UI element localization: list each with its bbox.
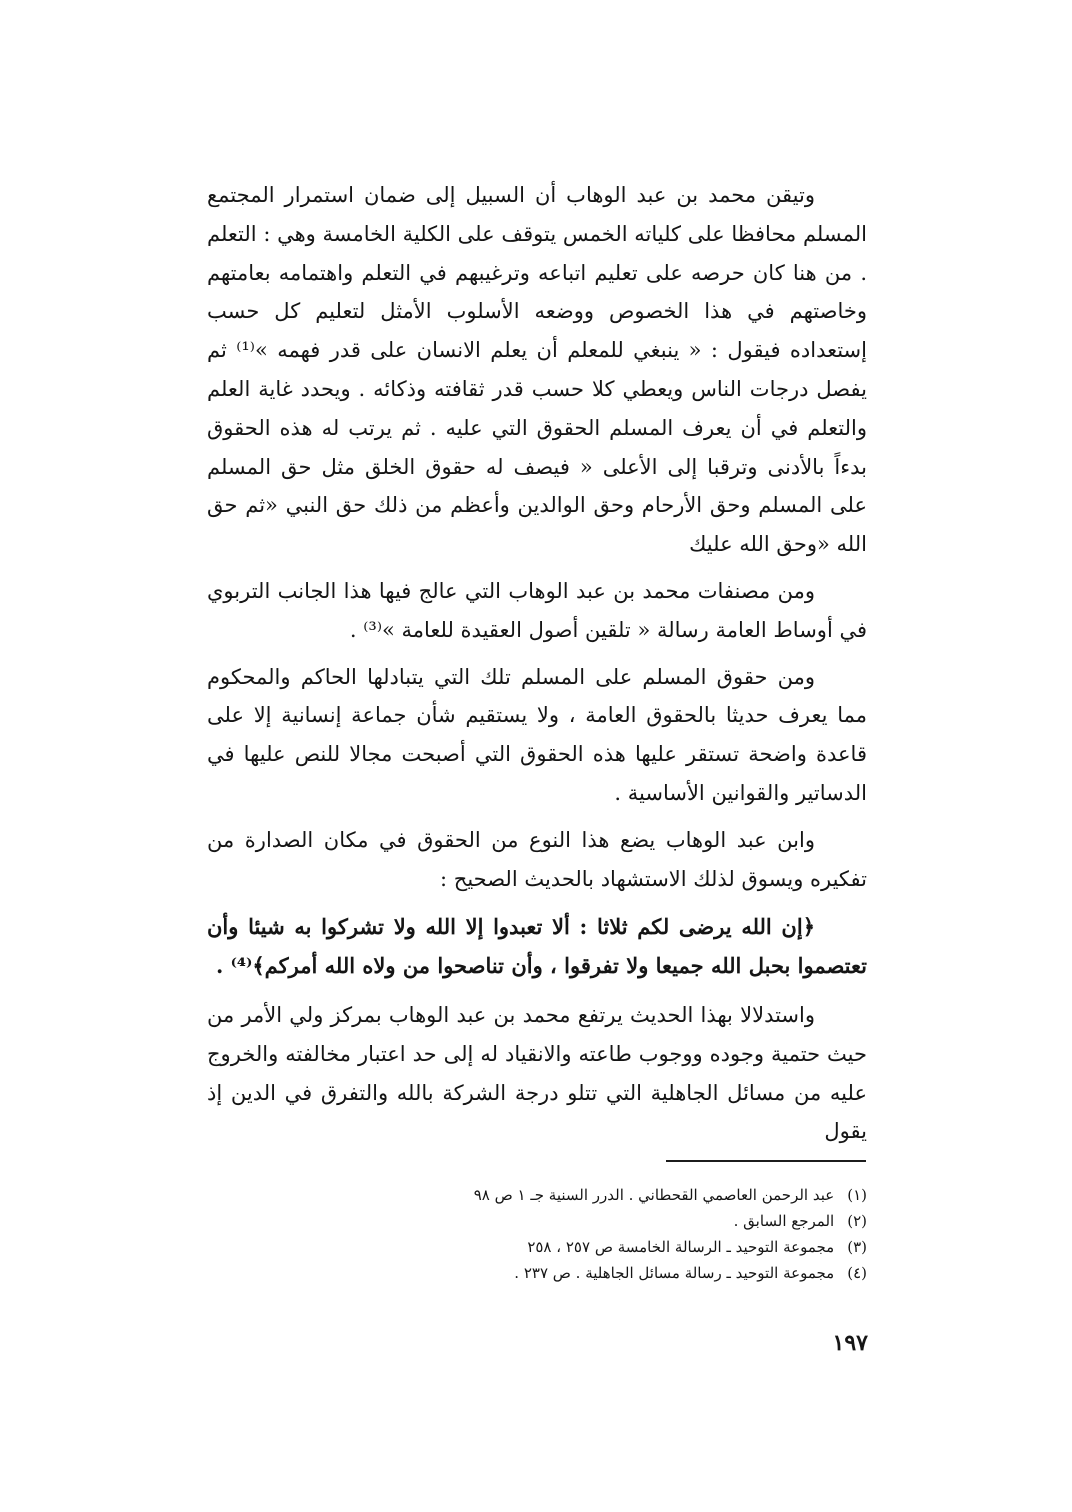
footnote-2: (٢) المرجع السابق . [733, 1212, 867, 1230]
paragraph-ruler: واستدلالا بهذا الحديث يرتفع محمد بن عبد الوهاب بمركز ولي الأمر من حيث حتمية وجوده ووجوب طاعته والانقياد له إلى حد اعتبار مخالفته والخروج عليه من مسائل الجاهلية التي تتلو درجة الشركة بالله والتفرق في الدين إذ يقول [207, 1002, 867, 1144]
main-text [207, 176, 867, 1159]
paragraph-works: ومن مصنفات محمد بن عبد الوهاب التي عالج فيها هذا الجانب التربوي في أوساط العامة رسالة « تلقين أصول العقيدة للعامة »⁽³⁾ . [207, 578, 867, 642]
paragraph-priority: وابن عبد الوهاب يضع هذا النوع من الحقوق في مكان الصدارة من تفكيره ويسوق لذلك الاستشهاد بالحديث الصحيح : [207, 827, 867, 891]
page-number: ١٩٧ [832, 1330, 868, 1356]
footnote-1: (١) عبد الرحمن العاصمي القحطاني . الدرر السنية جـ ١ ص ٩٨ [473, 1186, 867, 1204]
hadith-quote: ﴿إن الله يرضى لكم ثلاثا : ألا تعبدوا إلا الله ولا تشركوا به شيئا وأن تعتصموا بحبل الله جميعا ولا تفرقوا ، وأن تناصحوا من ولاه الله أمركم﴾⁽⁴⁾ . [207, 914, 867, 979]
paragraph-learning: وتيقن محمد بن عبد الوهاب أن السبيل إلى ضمان استمرار المجتمع المسلم محافظا على كلياته الخمس يتوقف على الكلية الخامسة وهي : التعلم . من هنا كان حرصه على تعليم اتباعه وترغيبهم في التعلم واهتمامه بعامتهم وخاصتهم في هذا الخصوص ووضعه الأسلوب الأمثل لتعليم كل حسب إستعداده فيقول : « ينبغي للمعلم أن يعلم الانسان على قدر فهمه »⁽¹⁾ ثم يفصل درجات الناس ويعطي كلا حسب قدر ثقافته وذكائه . ويحدد غاية العلم والتعلم في أن يعرف المسلم الحقوق التي عليه . ثم يرتب له هذه الحقوق بدءاً بالأدنى وترقبا إلى الأعلى « فيصف له حقوق الخلق مثل حق المسلم على المسلم وحق الأرحام وحق الوالدين وأعظم من ذلك حق النبي «ثم حق الله «وحق الله عليك [207, 183, 867, 557]
footnote-3: (٣) مجموعة التوحيد ـ الرسالة الخامسة ص ٢٥٧ ، ٢٥٨ [527, 1238, 867, 1256]
paragraph-rights: ومن حقوق المسلم على المسلم تلك التي يتبادلها الحاكم والمحكوم مما يعرف حديثا بالحقوق العامة ، ولا يستقيم شأن جماعة إنسانية إلا على قاعدة واضحة تستقر عليها هذه الحقوق التي أصبحت مجالا للنص عليها في الدساتير والقوانين الأساسية . [207, 664, 867, 805]
footnote-divider [666, 1160, 866, 1162]
footnotes [207, 1182, 867, 1286]
footnote-4: (٤) مجموعة التوحيد ـ رسالة مسائل الجاهلية . ص ٢٣٧ . [514, 1264, 867, 1282]
